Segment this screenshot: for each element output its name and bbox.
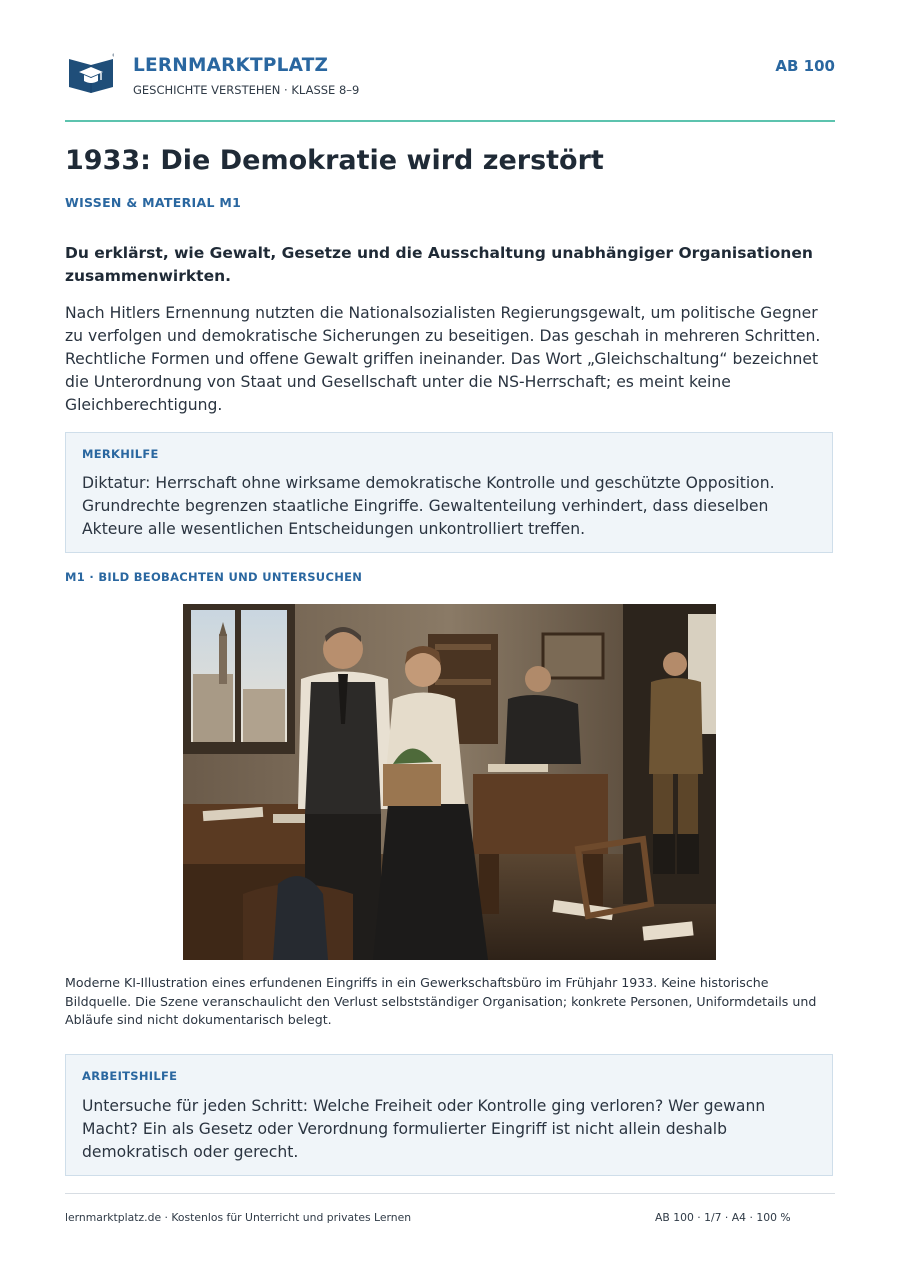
- arbeitshilfe-box: [65, 1054, 833, 1176]
- learning-goal: Du erklärst, wie Gewalt, Gesetze und die Ausschaltung unabhängiger Organisationen zusammenwirkten.: [65, 244, 813, 285]
- footer-page-info: AB 100 · 1/7 · A4 · 100 %: [655, 1211, 791, 1224]
- merkhilfe-box: [65, 432, 833, 553]
- intro-paragraph: Nach Hitlers Ernennung nutzten die Nationalsozialisten Regierungsgewalt, um politische Gegner zu verfolgen und demokratische Sicherungen zu beseitigen. Das geschah in mehreren Schritten. Rechtliche Formen und offene Gewalt griffen ineinander. Das Wort „Gleichschaltung“ bezeichnet die Unterordnung von Staat und Gesellschaft unter die NS-Herrschaft; es meint keine Gleichberechtigung.: [65, 304, 821, 414]
- page-title: 1933: Die Demokratie wird zerstört: [65, 145, 604, 176]
- sheet-id: AB 100: [775, 57, 835, 75]
- worksheet-page: [65, 0, 835, 1273]
- brand-name: LERNMARKTPLATZ: [133, 55, 329, 76]
- m1-caption: Moderne KI-Illustration eines erfundenen Eingriffs in ein Gewerkschaftsbüro im Frühjahr 1933. Keine historische Bildquelle. Die Szene veranschaulicht den Verlust selbstständiger Organisation; konkrete Personen, Uniformdetails und Abläufe sind nicht dokumentarisch belegt.: [65, 975, 817, 1027]
- section-kicker: WISSEN & MATERIAL M1: [65, 195, 242, 210]
- footer-divider: [65, 1193, 835, 1194]
- m1-label: M1 · BILD BEOBACHTEN UND UNTERSUCHEN: [65, 570, 363, 584]
- footer-site: lernmarktplatz.de · Kostenlos für Unterricht und privates Lernen: [65, 1211, 412, 1224]
- merkhilfe-text: Diktatur: Herrschaft ohne wirksame demokratische Kontrolle und geschützte Opposition. Grundrechte begrenzen staatliche Eingriffe. Gewaltenteilung verhindert, dass dieselben Akteure alle wesentlichen Entscheidungen unkontrolliert treffen.: [82, 474, 775, 538]
- brand-subtitle: GESCHICHTE VERSTEHEN · KLASSE 8–9: [133, 83, 360, 97]
- arbeitshilfe-text: Untersuche für jeden Schritt: Welche Freiheit oder Kontrolle ging verloren? Wer gewann Macht? Ein als Gesetz oder Verordnung formulierter Eingriff ist nicht allein deshalb demokratisch oder gerecht.: [82, 1097, 766, 1161]
- m1-illustration: [183, 604, 716, 960]
- header: [65, 48, 835, 108]
- graduation-cap-book-icon: [68, 53, 114, 93]
- header-divider: [65, 120, 835, 122]
- merkhilfe-label: MERKHILFE: [82, 447, 159, 461]
- office-scene-image: [183, 604, 716, 960]
- arbeitshilfe-label: ARBEITSHILFE: [82, 1069, 178, 1083]
